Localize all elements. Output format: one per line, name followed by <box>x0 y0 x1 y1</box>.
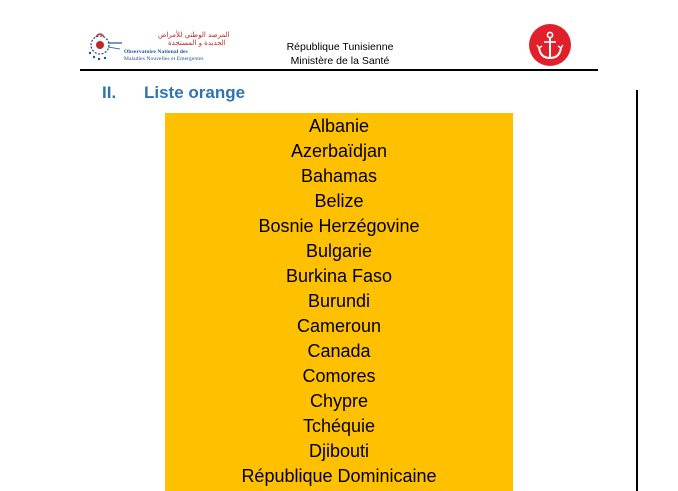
country-list-item: Cameroun <box>296 316 382 336</box>
header-divider <box>80 69 598 71</box>
country-list <box>165 114 513 489</box>
country-list-item: Belize <box>314 191 364 211</box>
country-list-item: Tchéquie <box>302 416 376 436</box>
section-title-text: Liste orange <box>144 83 246 102</box>
country-list-item: Burundi <box>307 291 371 311</box>
ministry-heading <box>260 40 420 68</box>
ministry-line-1: République Tunisienne <box>286 41 394 53</box>
section-heading <box>102 83 245 103</box>
country-list-item: Comores <box>302 366 376 386</box>
country-list-item: Azerbaïdjan <box>290 141 388 161</box>
country-list-item: Albanie <box>308 116 370 136</box>
country-list-item: Chypre <box>309 391 369 411</box>
section-number: II. <box>102 83 117 102</box>
country-list-item: République Dominicaine <box>241 466 437 486</box>
document-header <box>0 0 678 72</box>
country-list-item: Bulgarie <box>305 241 373 261</box>
country-list-item: Burkina Faso <box>285 266 393 286</box>
page-border-right <box>636 90 638 491</box>
orange-list-table <box>165 113 513 491</box>
logo-arabic-line-1: المرصد الوطني للأمراض <box>158 31 230 39</box>
country-list-item: Bosnie Herzégovine <box>258 216 420 236</box>
country-list-item: Bahamas <box>300 166 378 186</box>
country-list-item: Canada <box>307 341 371 361</box>
crescent-anchor-emblem-icon <box>528 23 572 67</box>
logo-french-line-1: Observatoire National des <box>124 49 188 55</box>
country-list-item: Djibouti <box>308 441 370 461</box>
ministry-line-2: Ministère de la Santé <box>290 55 390 67</box>
logo-french-line-2: Maladies Nouvelles et Emergentes <box>124 56 204 62</box>
logo-arabic-line-2: الجديدة و المستجدة <box>168 39 226 47</box>
